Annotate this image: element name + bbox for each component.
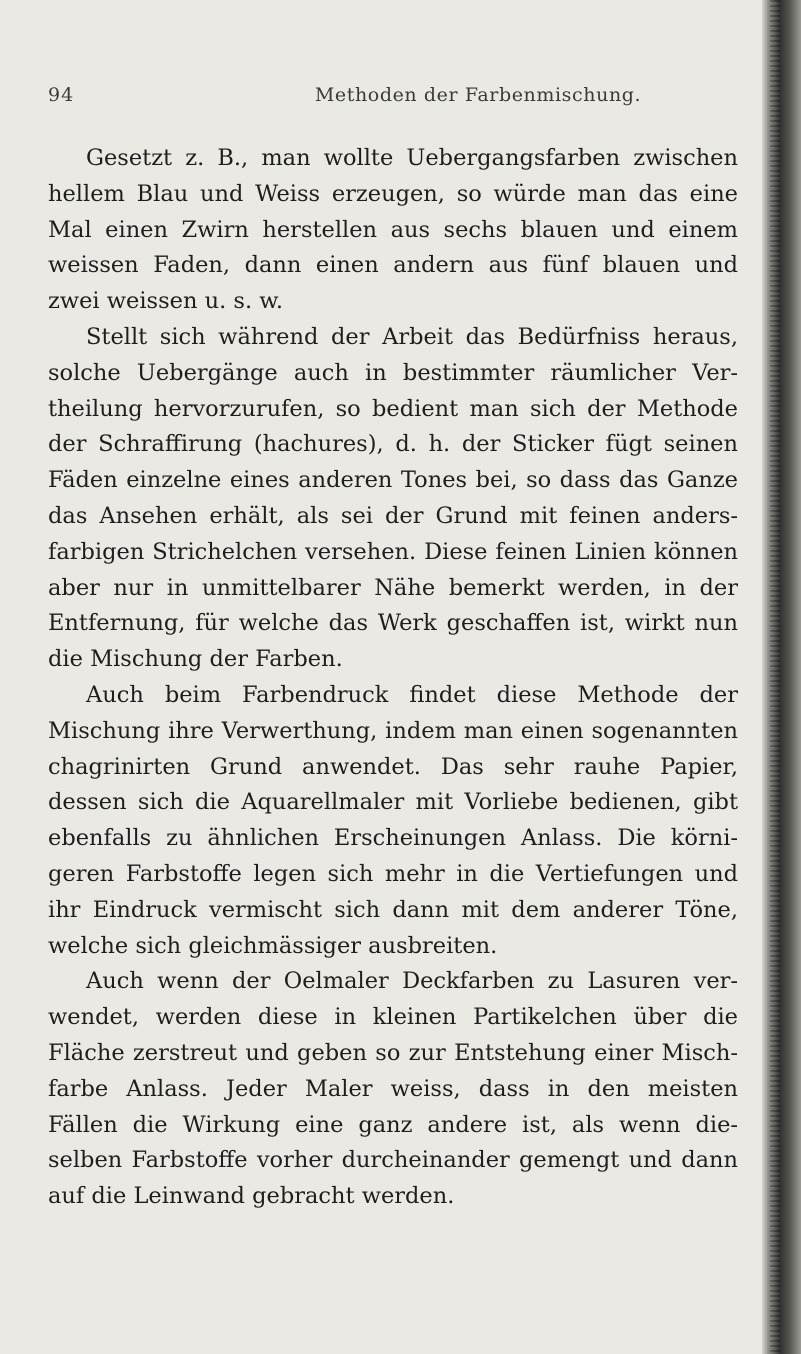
text-line: ebenfalls zu ähnlichen Erscheinungen Anlass. Die körni-	[48, 825, 738, 852]
text-line: das Ansehen erhält, als sei der Grund mit feinen anders-	[48, 502, 738, 529]
text-line: Mischung ihre Verwerthung, indem man einen sogenannten	[48, 717, 738, 744]
body-text	[48, 141, 738, 1215]
text-line: chagrinirten Grund anwendet. Das sehr rauhe Papier,	[48, 753, 738, 780]
text-line: Auch wenn der Oelmaler Deckfarben zu Lasuren ver-	[86, 968, 738, 995]
page-number: 94	[48, 84, 75, 106]
text-line: dessen sich die Aquarellmaler mit Vorliebe bedienen, gibt	[48, 789, 738, 816]
text-line: ihr Eindruck vermischt sich dann mit dem anderer Töne,	[48, 896, 738, 923]
page-header	[48, 84, 738, 110]
text-line: Fäden einzelne eines anderen Tones bei, so dass das Ganze	[48, 467, 738, 494]
text-line: farbigen Strichelchen versehen. Diese feinen Linien können	[48, 538, 738, 565]
text-line: theilung hervorzurufen, so bedient man sich der Methode	[48, 395, 738, 422]
page-edge-shadow	[762, 0, 801, 1354]
text-line: Gesetzt z. B., man wollte Uebergangsfarben zwischen	[86, 145, 738, 171]
text-line: hellem Blau und Weiss erzeugen, so würde man das eine	[48, 180, 738, 207]
text-line: auf die Leinwand gebracht werden.	[48, 1183, 455, 1210]
text-line: die Mischung der Farben.	[48, 646, 343, 673]
text-line: solche Uebergänge auch in bestimmter räumlicher Ver-	[48, 359, 738, 386]
text-line: der Schraffirung (hachures), d. h. der Sticker fügt seinen	[48, 431, 738, 458]
text-line: Fällen die Wirkung eine ganz andere ist, als wenn die-	[48, 1111, 738, 1138]
page-edge-texture	[770, 0, 780, 1354]
text-line: Entfernung, für welche das Werk geschaffen ist, wirkt nun	[48, 610, 738, 637]
text-line: farbe Anlass. Jeder Maler weiss, dass in den meisten	[48, 1075, 738, 1102]
text-line: Fläche zerstreut und geben so zur Entstehung einer Misch-	[48, 1039, 738, 1066]
text-line: zwei weissen u. s. w.	[48, 288, 283, 315]
text-line: weissen Faden, dann einen andern aus fünf blauen und	[48, 252, 738, 279]
text-line: Auch beim Farbendruck findet diese Methode der	[86, 681, 738, 708]
text-line: Stellt sich während der Arbeit das Bedürfniss heraus,	[86, 323, 738, 350]
running-head: Methoden der Farbenmischung.	[314, 84, 642, 106]
text-line: welche sich gleichmässiger ausbreiten.	[48, 932, 498, 959]
text-line: aber nur in unmittelbarer Nähe bemerkt werden, in der	[48, 574, 738, 601]
text-line: Mal einen Zwirn herstellen aus sechs blauen und einem	[48, 216, 738, 243]
text-line: selben Farbstoffe vorher durcheinander gemengt und dann	[48, 1147, 738, 1174]
text-line: wendet, werden diese in kleinen Partikelchen über die	[48, 1004, 738, 1031]
text-line: geren Farbstoffe legen sich mehr in die Vertiefungen und	[48, 860, 738, 887]
